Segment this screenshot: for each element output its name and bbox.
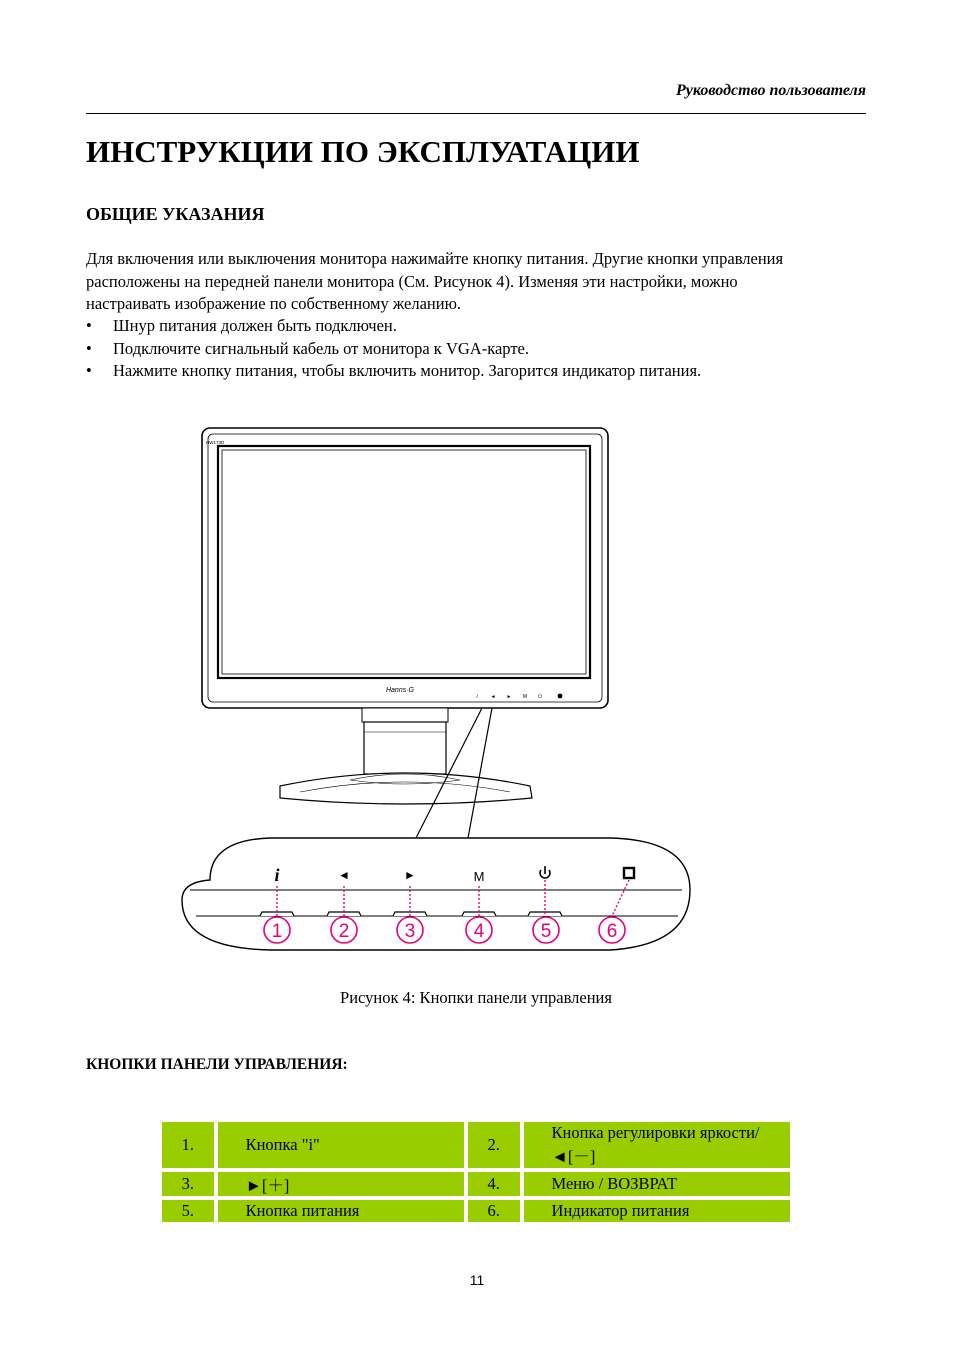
info-icon: i <box>274 865 280 885</box>
table-cell-num: 6. <box>466 1198 522 1224</box>
power-indicator-icon <box>558 694 563 699</box>
table-cell-num: 5. <box>160 1198 216 1224</box>
table-row <box>160 1170 792 1198</box>
bullet-icon: • <box>86 316 92 335</box>
menu-m-icon: M <box>473 869 485 884</box>
left-triangle-icon: ◄ <box>490 694 496 700</box>
section-heading-buttons: КНОПКИ ПАНЕЛИ УПРАВЛЕНИЯ: <box>86 1056 348 1073</box>
table-cell-label: Индикатор питания <box>522 1198 792 1224</box>
list-item-text: Нажмите кнопку питания, чтобы включить монитор. Загорится индикатор питания. <box>113 361 702 380</box>
list-item <box>86 338 846 361</box>
table-cell-num: 1. <box>160 1120 216 1170</box>
right-triangle-icon: ► <box>404 868 416 882</box>
right-triangle-icon: ► <box>506 694 512 700</box>
callout-number: 1 <box>271 921 283 942</box>
callout-number: 6 <box>606 921 618 942</box>
table-cell-num: 2. <box>466 1120 522 1170</box>
monitor-figure <box>170 420 700 980</box>
callout-number: 2 <box>338 921 350 942</box>
power-indicator-icon <box>624 868 634 878</box>
table-cell-label: Кнопка "i" <box>216 1120 466 1170</box>
table-cell-label: Кнопка регулировки яркости/ ◄[－] <box>522 1120 792 1170</box>
table-cell-label: Кнопка питания <box>216 1198 466 1224</box>
monitor-neck <box>362 708 448 722</box>
running-header: Руководство пользователя <box>675 82 866 99</box>
list-item-text: Шнур питания должен быть подключен. <box>113 316 397 335</box>
callout-number: 5 <box>540 921 552 942</box>
list-item <box>86 360 846 383</box>
figure-caption: Рисунок 4: Кнопки панели управления <box>340 988 612 1007</box>
callout-number: 3 <box>404 921 416 942</box>
power-icon: ⏻ <box>538 694 542 700</box>
buttons-table <box>160 1120 792 1224</box>
table-cell-label: ►[＋] <box>216 1170 466 1198</box>
bullet-icon: • <box>86 338 92 358</box>
monitor-base <box>280 773 532 804</box>
section-heading-general: ОБЩИЕ УКАЗАНИЯ <box>86 204 265 224</box>
list-item <box>86 315 846 338</box>
header-rule <box>86 113 866 114</box>
menu-m-icon: M <box>522 694 528 700</box>
instruction-list <box>86 315 846 383</box>
intro-paragraph: Для включения или выключения монитора нажимайте кнопку питания. Другие кнопки управления расположены на передней панели монитора (См. Рисунок 4). Изменяя эти настройки, можно настраивать изображение по собственному желанию. <box>86 249 784 313</box>
info-icon: i <box>476 694 478 700</box>
list-item-text: Подключите сигнальный кабель от монитора к VGA-карте. <box>113 338 529 358</box>
monitor-screen <box>218 446 590 678</box>
page-number: 11 <box>469 1272 485 1288</box>
callout-number: 4 <box>473 921 485 942</box>
brand-logo: Hanns·G <box>385 687 415 694</box>
monitor-stand <box>364 722 446 774</box>
model-label: HW173D <box>206 440 225 445</box>
table-cell-num: 3. <box>160 1170 216 1198</box>
table-cell-num: 4. <box>466 1170 522 1198</box>
bullet-icon: • <box>86 361 92 380</box>
page-title: ИНСТРУКЦИИ ПО ЭКСПЛУАТАЦИИ <box>86 134 640 169</box>
table-row <box>160 1198 792 1224</box>
table-cell-label: Меню / ВОЗВРАТ <box>522 1170 792 1198</box>
table-row <box>160 1120 792 1170</box>
left-triangle-icon: ◄ <box>338 868 350 882</box>
